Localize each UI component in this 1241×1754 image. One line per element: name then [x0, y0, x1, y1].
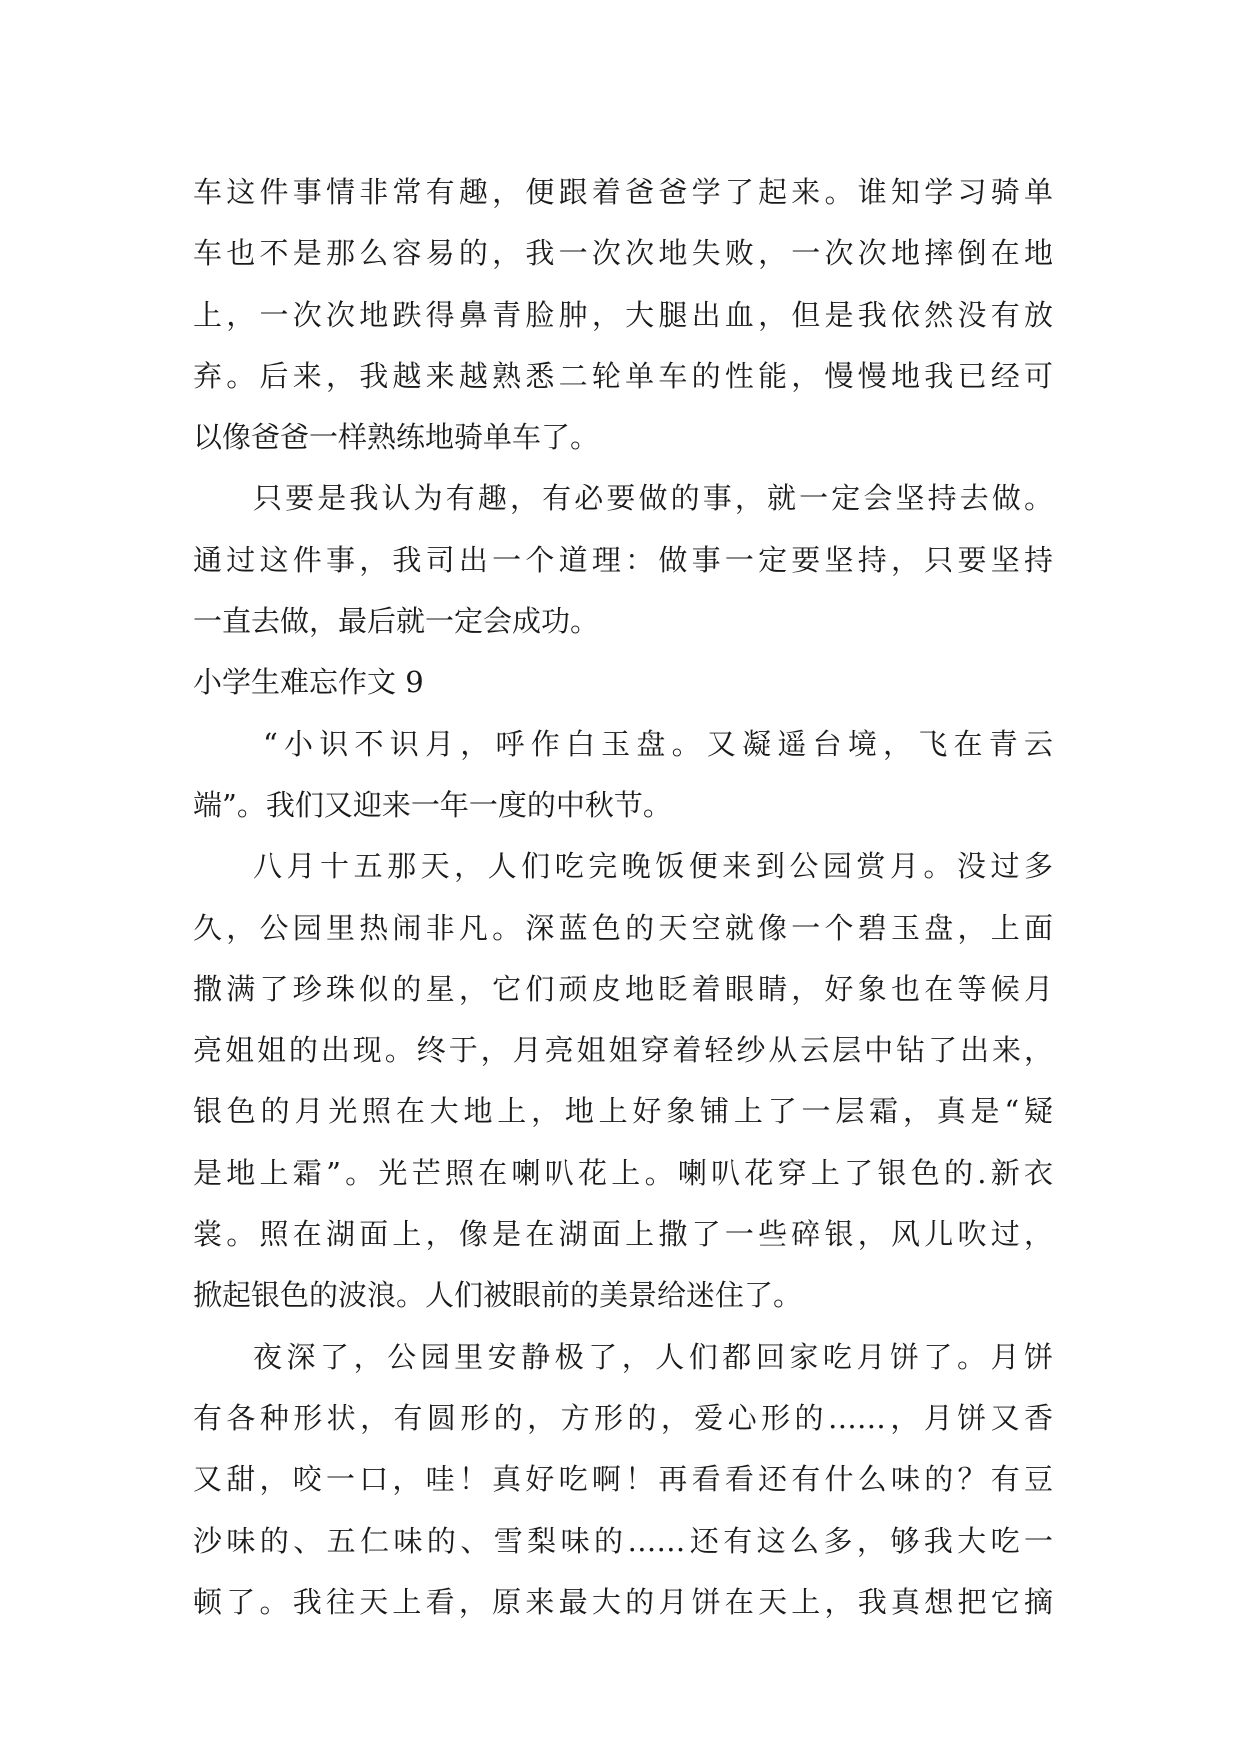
- text-line: 撒满了珍珠似的星，它们顽皮地眨着眼睛，好象也在等候月: [193, 971, 1053, 1006]
- text-line: 以像爸爸一样熟练地骑单车了。: [193, 420, 600, 455]
- text-line: 车也不是那么容易的，我一次次地失败，一次次地摔倒在地: [193, 236, 1053, 271]
- text-line: 端”。我们又迎来一年一度的中秋节。: [193, 787, 672, 822]
- text-line: 弃。后来，我越来越熟悉二轮单车的性能，慢慢地我已经可: [193, 358, 1053, 393]
- text-line: 掀起银色的波浪。人们被眼前的美景给迷住了。: [193, 1278, 803, 1313]
- section-heading: 小学生难忘作文 9: [193, 665, 424, 700]
- text-line: 沙味的、五仁味的、雪梨味的……还有这么多，够我大吃一: [193, 1523, 1053, 1558]
- text-line: 上，一次次地跌得鼻青脸肿，大腿出血，但是我依然没有放: [193, 297, 1053, 332]
- text-line: 八月十五那天，人们吃完晚饭便来到公园赏月。没过多: [253, 849, 1053, 884]
- text-line: 一直去做，最后就一定会成功。: [193, 604, 600, 639]
- text-line: 通过这件事，我司出一个道理：做事一定要坚持，只要坚持: [193, 542, 1053, 577]
- text-line: 只要是我认为有趣，有必要做的事，就一定会坚持去做。: [253, 481, 1053, 516]
- text-line: 亮姐姐的出现。终于，月亮姐姐穿着轻纱从云层中钻了出来，: [193, 1033, 1053, 1068]
- text-line: 裳。照在湖面上，像是在湖面上撒了一些碎银，风儿吹过，: [193, 1217, 1053, 1252]
- text-line: 久，公园里热闹非凡。深蓝色的天空就像一个碧玉盘，上面: [193, 910, 1053, 945]
- text-line: 夜深了，公园里安静极了，人们都回家吃月饼了。月饼: [253, 1339, 1053, 1374]
- text-line: 车这件事情非常有趣，便跟着爸爸学了起来。谁知学习骑单: [193, 175, 1053, 209]
- text-line: 又甜，咬一口，哇！真好吃啊！再看看还有什么味的？有豆: [193, 1462, 1053, 1497]
- text-line: 顿了。我往天上看，原来最大的月饼在天上，我真想把它摘: [193, 1584, 1053, 1619]
- text-line: “小识不识月，呼作白玉盘。又凝遥台境，飞在青云: [263, 726, 1053, 761]
- text-line: 银色的月光照在大地上，地上好象铺上了一层霜，真是“疑: [193, 1094, 1053, 1129]
- document-body: [193, 162, 1053, 1633]
- text-line: 是地上霜”。光芒照在喇叭花上。喇叭花穿上了银色的.新衣: [193, 1155, 1053, 1190]
- text-line: 有各种形状，有圆形的，方形的，爱心形的……，月饼又香: [193, 1400, 1053, 1435]
